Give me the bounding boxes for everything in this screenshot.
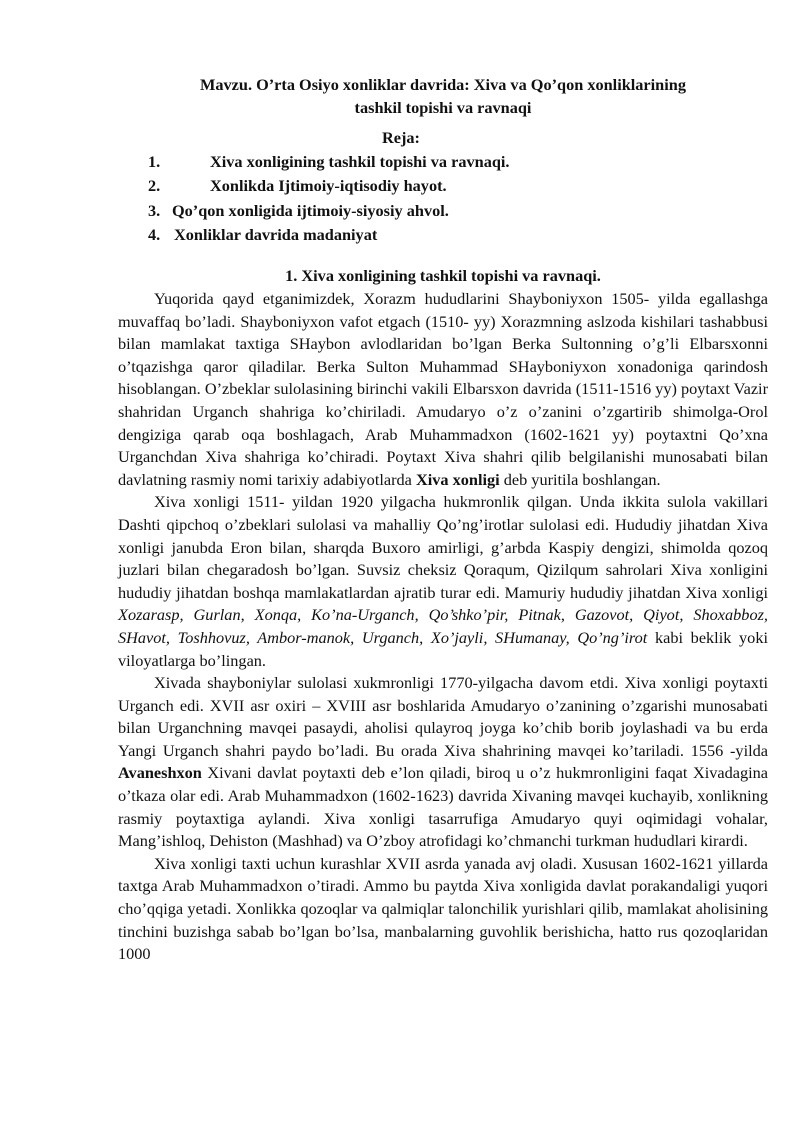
plan-item-text: Xonliklar davrida madaniyat bbox=[174, 225, 378, 244]
paragraph bbox=[118, 288, 768, 491]
paragraph-text: Xivani davlat poytaxti deb e’lon qiladi, biroq u o’z hukmronligini faqat Xivadagina o’tkaza olar edi. Arab Muhammadxon (1602-1623) davrida Xivaning mavqei kuchayib, xonlikning rasmiy poytaxtiga aylandi. Xiva xonligi tasarrufiga Amudaryo quyi oqimidagi vohalar, Mang’ishloq, Dehiston (Mashhad) va O’zboy atrofidagi ko’chmanchi turkman hududlari kirardi. bbox=[118, 763, 768, 851]
document-title bbox=[118, 74, 768, 119]
bold-term: Avaneshxon bbox=[118, 763, 202, 783]
plan-heading: Reja: bbox=[382, 128, 420, 147]
plan-item-text: Qo’qon xonligida ijtimoiy-siyosiy ahvol. bbox=[172, 201, 449, 220]
italic-list: Xozarasp, Gurlan, Xonqa, Ko’na-Urganch, Qo’shko’pir, Pitnak, Gazovot, Qiyot, Shoxabboz, SHavot, Toshhovuz, Ambor-manok, Urganch, Xo’jayli, SHumanay, Qo’ng’irot bbox=[118, 605, 768, 647]
section-heading: 1. Xiva xonligining tashkil topishi va ravnaqi. bbox=[285, 266, 601, 285]
paragraph-text: Xiva xonligi 1511- yildan 1920 yilgacha hukmronlik qilgan. Unda ikkita sulola vakillari Dashti qipchoq o’zbeklari sulolasi va mahalliy Qo’ng’irotlar sulolasi edi. Hududiy jihatdan Xiva xonligi janubda Eron bilan, sharqda Buxoro amirligi, g’arbda Kaspiy dengizi, shimolda qozoq juzlari bilan chegaradosh bo’lgan. Suvsiz cheksiz Qoraqum, Qizilqum sahrolari Xiva xonligini hududiy jihatdan boshqa mamlakatlardan ajratib turar edi. Mamuriy hududiy jihatdan Xiva xonligi bbox=[118, 492, 768, 602]
paragraph bbox=[118, 853, 768, 966]
paragraph bbox=[118, 672, 768, 853]
bold-term: Xiva xonligi bbox=[415, 469, 500, 489]
paragraph-text: Xiva xonligi taxti uchun kurashlar XVII asrda yanada avj oladi. Xususan 1602-1621 yillarda taxtga Arab Muhammadxon o’tiradi. Ammo bu paytda Xiva xonligida davlat porakandaligi yuqori cho’qqiga yetadi. Xonlikka qozoqlar va qalmiqlar talonchilik yurishlari qilib, mamlakat aholisining tinchini buzishga sabab bo’lgan bo’lsa, manbalarning guvohlik berishicha, hatto rus qozoqlaridan 1000 bbox=[118, 853, 768, 964]
paragraph bbox=[118, 491, 768, 672]
paragraph-text: kabi beklik yoki viloyatlarga bo’lingan. bbox=[118, 627, 768, 670]
plan-item-number: 2. bbox=[148, 176, 161, 195]
paragraph-text: Xivada shayboniylar sulolasi xukmronligi 1770-yilgacha davom etdi. Xiva xonligi poytaxti Urganch edi. XVII asr oxiri – XVIII asr boshlarida Amudaryo o’zanining o’zgarishi munosabati bilan Urganchning mavqei pasaydi, aholisi qulayroq joyga ko’chib borib joylashadi va bu erda Yangi Urganch shahri paydo bo’ladi. Bu orada Xiva shahrining mavqei ko’tariladi. 1556 -yilda bbox=[118, 673, 768, 760]
paragraph-text: deb yuritila boshlangan. bbox=[499, 469, 661, 489]
plan-item-text: Xiva xonligining tashkil topishi va ravnaqi. bbox=[210, 152, 510, 171]
title-line-1: Mavzu. O’rta Osiyo xonliklar davrida: Xiva va Qo’qon xonliklarining bbox=[200, 75, 686, 94]
body-text bbox=[118, 288, 768, 966]
paragraph-text: Yuqorida qayd etganimizdek, Xorazm hududlarini Shayboniyxon 1505- yilda egallashga muvaffaq bo’ladi. Shayboniyxon vafot etgach (1510- yy) Xorazmning aslzoda kishilari tashabbusi bilan mamlakat taxtiga SHaybon avlodlaridan bo’lgan Berka Sultonning o’g’li Elbarsxonni o’tqazishga qaror qiladilar. Berka Sulton Muhammad SHayboniyxon xonadoniga qarindosh hisoblangan. O’zbeklar sulolasining birinchi vakili Elbarsxon davrida (1511-1516 yy) poytaxt Vazir shahridan Urganch shahriga ko’chiriladi. Amudaryo o’z o’zanini o’zgartirib shimolga-Orol dengiziga qarab oqa boshlagach, Arab Muhammadxon (1602-1621 yy) poytaxtni Qo’xna Urganchdan Xiva shahriga ko’chiradi. Poytaxt Xiva shahri qilib belgilanishi munosabati bilan davlatning rasmiy nomi tarixiy adabiyotlarda bbox=[118, 289, 768, 489]
plan-item-number: 4. bbox=[148, 225, 161, 244]
title-line-2: tashkil topishi va ravnaqi bbox=[354, 97, 532, 117]
plan-item-text: Xonlikda Ijtimoiy-iqtisodiy hayot. bbox=[210, 176, 447, 195]
plan-item-number: 1. bbox=[148, 152, 161, 171]
plan-item-number: 3. bbox=[148, 201, 161, 220]
